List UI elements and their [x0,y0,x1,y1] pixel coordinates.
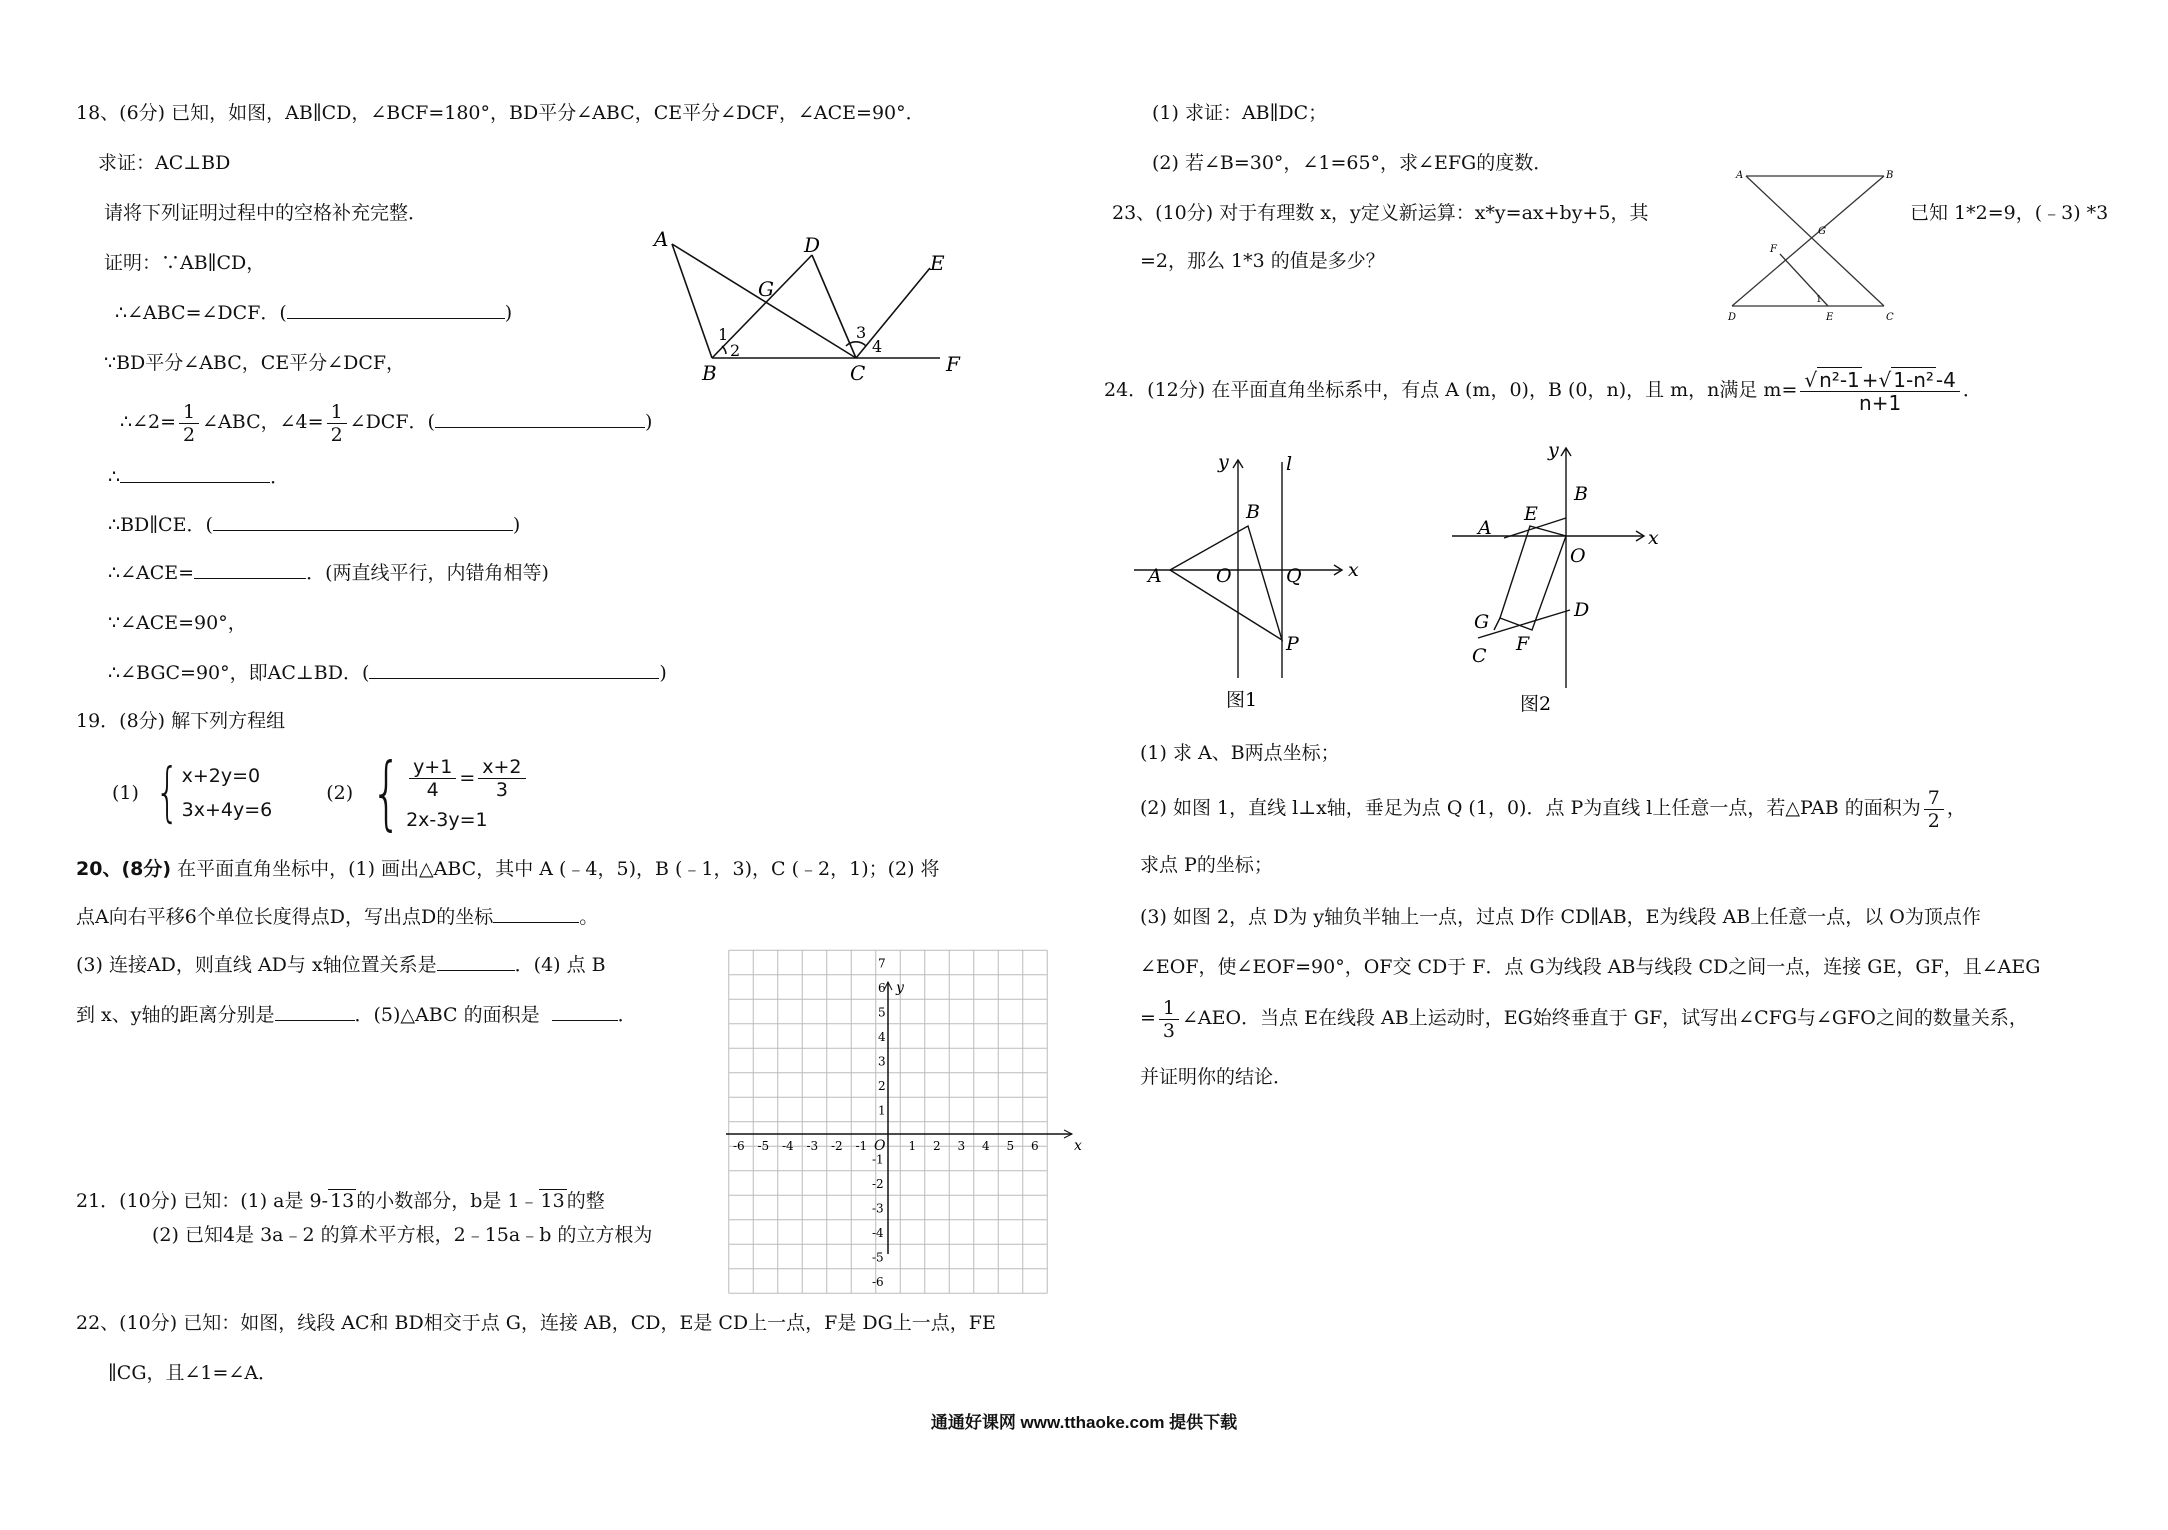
equals: = [1140,1007,1156,1029]
angle-label-1: 1 [718,325,729,344]
q20-line2-text: 点A向右平移6个单位长度得点D，写出点D的坐标 [76,906,494,928]
q18-step8: ∵∠ACE=90°， [108,612,247,634]
q24-p2 [1140,780,1966,836]
q18-title: 18、(6分) 已知，如图，AB∥CD，∠BCF=180°，BD平分∠ABC，CE平分∠DCF，∠ACE=90°． [76,102,925,124]
x-tick-label: -2 [831,1139,843,1153]
label-a: A [1148,565,1162,587]
label-d: D [1728,312,1737,323]
x-tick-label: 2 [933,1139,941,1153]
fraction-half [327,401,347,446]
label-g: G [758,277,774,301]
angle-label-4: 4 [872,337,883,356]
eq2b: 2x-3y=1 [406,808,488,831]
x-tick-label: -5 [757,1139,770,1153]
minus-four: -4 [1935,367,1956,392]
answer-blank[interactable] [213,512,513,531]
x-tick-label: 4 [982,1139,990,1153]
q24-p2c: 求点 P的坐标； [1140,854,1273,876]
q18-step2 [115,300,512,326]
q21-line1 [76,1188,605,1214]
q20-coordinate-grid [716,956,1086,1289]
fraction-half [179,401,199,446]
answer-blank[interactable] [275,1002,355,1021]
label-b: B [702,361,717,385]
line-ac [672,244,856,358]
q21-line1c: 的小数部分，b是 1﹣ [356,1190,539,1212]
q20-title: 20、(8分) [76,858,172,880]
q18-step5 [108,464,289,490]
line-ac [1746,176,1884,306]
frac-num: y+1 [409,756,456,779]
q18-figure [640,228,970,388]
y-tick-label: 3 [878,1054,886,1069]
q18-step4b: ∠ABC，∠4= [202,411,324,433]
q18-step7b: ．(两直线平行，内错角相等) [306,562,549,584]
label-f: F [1770,244,1777,255]
q20-line4b: ．(5)△ABC 的面积是 [354,1004,540,1026]
l-label: l [1286,453,1293,475]
q20-line2 [76,904,598,930]
q23-line2: =2，那么 1*3 的值是多少？ [1140,250,1385,272]
x-label: x [1648,527,1659,549]
origin-label: O [874,1138,886,1154]
q21-line2: (2) 已知4是 3a﹣2 的算术平方根，2﹣15a﹣b 的立方根为 [152,1224,653,1246]
q22-line2: ∥CG，且∠1=∠A． [108,1362,278,1384]
q18-instruction: 请将下列证明过程中的空格补充完整． [104,202,428,224]
y-tick-label: 7 [878,956,886,971]
q23-line1b: 已知 1*2=9，(﹣3) *3 [1910,202,2109,224]
q18-step4a: ∴∠2= [120,411,177,433]
q18-step6 [108,512,520,538]
figure-1-caption: 图1 [1226,689,1258,711]
label-a: A [654,227,669,251]
y-tick-label: 5 [878,1005,886,1020]
q24-p1: (1) 求 A、B两点坐标； [1140,742,1340,764]
q21-line1a: 21．(10分) 已知：(1) a是 9- [76,1190,329,1212]
x-tick-label: 1 [908,1139,917,1153]
answer-blank[interactable] [435,409,645,428]
q21-line1e: 的整 [566,1190,605,1212]
x-tick-label: -6 [733,1139,745,1153]
frac-num: 1 [179,401,199,424]
eq2a [406,756,528,801]
label-f: F [1516,633,1530,655]
sqrt-13: 13 [330,1190,355,1212]
line-ce [856,268,930,358]
frac-num: x+2 [478,756,525,779]
q20-line3 [76,952,606,978]
label-o: O [1570,545,1586,567]
q20-line3b: ．(4) 点 B [514,954,606,976]
q18-step1: 证明：∵AB∥CD， [104,252,266,274]
m-numerator: √ n²-1 +√ 1-n² -4 [1800,369,1960,392]
frac-den: 2 [183,423,196,446]
answer-blank[interactable] [369,660,659,679]
q20-line4 [76,1002,637,1028]
q19-title: 19．(8分) 解下列方程组 [76,710,286,732]
y-tick-label: -4 [872,1226,884,1240]
y-tick-label: -6 [872,1275,884,1289]
period: ． [1962,379,1982,401]
answer-blank[interactable] [552,1002,618,1021]
frac-num: 1 [1159,997,1179,1020]
q24-p3c [1140,990,2028,1046]
q24-line1 [1104,360,1982,420]
x-tick-label: 6 [1031,1139,1039,1153]
label-e: E [1826,312,1834,323]
frac-den: 3 [495,778,508,801]
figure-2-caption: 图2 [1520,693,1552,715]
brace: { [371,746,402,839]
q20-line3a: (3) 连接AD，则直线 AD与 x轴位置关系是 [76,954,437,976]
y-tick-label: 1 [878,1103,886,1118]
q20-line4a: 到 x、y轴的距离分别是 [76,1004,275,1026]
x-tick-label: 3 [957,1139,966,1153]
q24-figure-2 [1448,440,1688,722]
fraction-one-third [1159,997,1179,1042]
q22-part2: (2) 若∠B=30°，∠1=65°，求∠EFG的度数． [1152,152,1553,174]
label-a: A [1736,170,1744,181]
angle-arc [722,346,726,354]
q22-line1: 22、(10分) 已知：如图，线段 AC和 BD相交于点 G，连接 AB，CD，E是 CD上一点，F是 DG上一点，FE [76,1312,996,1334]
paren-close: ) [644,411,653,433]
q24-figure-1 [1130,452,1370,722]
frac-den: 4 [426,778,439,801]
frac-num: 1 [327,401,347,424]
q19-systems [112,748,529,838]
eq1a: x+2y=0 [181,765,261,787]
answer-blank[interactable] [437,952,515,971]
line-bd [1732,176,1884,306]
y-label: y [1218,451,1229,473]
period: 。 [579,906,599,928]
q24-p3d: 并证明你的结论． [1140,1066,1293,1088]
q18-step5-text: ∴ [108,466,121,488]
equation-system-2 [361,746,528,839]
answer-blank[interactable] [493,904,579,923]
period: ． [270,466,290,488]
q18-step7 [108,560,549,586]
label-e: E [930,251,945,275]
q20-line1-text: 在平面直角坐标中，(1) 画出△ABC，其中 A (﹣4，5)，B (﹣1，3)，C (﹣2，1)；(2) 将 [177,858,940,880]
label-a: A [1478,517,1492,539]
x-tick-label: -4 [782,1139,794,1153]
label-g: G [1474,611,1490,633]
angle-label-1: 1 [1816,295,1822,305]
y-tick-label: -2 [872,1177,884,1191]
label-p: P [1286,633,1299,655]
paren-close: ) [659,662,667,684]
q18-step9-text: ∴∠BGC=90°，即AC⊥BD．( [108,662,370,684]
q22-figure [1724,164,1904,324]
label-d: D [804,233,821,257]
label-e: E [1524,503,1538,525]
frac-den: 2 [1927,809,1940,832]
q24-line1a: 24．(12分) 在平面直角坐标系中，有点 A (m，0)，B (0，n)，且 m，n满足 m= [1104,379,1798,401]
q19-part1-label: (1) [112,782,139,804]
fraction-seven-halves [1924,787,1944,832]
label-o: O [1216,565,1232,587]
sqrt-13: 13 [540,1190,565,1212]
label-g: G [1818,226,1826,237]
q24-p2a: (2) 如图 1，直线 l⊥x轴，垂足为点 Q (1，0)．点 P为直线 l上任意一点，若△PAB 的面积为 [1140,797,1921,819]
label-c: C [1886,312,1894,323]
line-ab [672,244,712,358]
eq1b: 3x+4y=6 [181,799,273,821]
label-c: C [1472,645,1487,667]
frac-den: 3 [1162,1019,1176,1042]
q18-step6-text: ∴BD∥CE．( [108,514,213,536]
y-label: y [1548,439,1559,461]
segment [1494,618,1500,630]
label-b: B [1886,170,1894,181]
answer-blank[interactable] [120,464,270,483]
q19-part2-label: (2) [326,782,354,804]
q24-p3b: ∠EOF，使∠EOF=90°，OF交 CD于 F．点 G为线段 AB与线段 CD之间一点，连接 GE，GF，且∠AEG [1140,956,2041,978]
q22-part1: (1) 求证：AB∥DC； [1152,102,1328,124]
y-tick-label: -1 [872,1152,884,1167]
q18-step9 [108,660,667,686]
answer-blank[interactable] [287,300,505,319]
answer-blank[interactable] [194,560,306,579]
x-tick-label: 5 [1006,1139,1015,1153]
label-b: B [1246,501,1260,523]
y-axis-label: y [896,980,904,996]
sqrt-term-a: n²-1 [1819,367,1860,392]
label-b: B [1574,483,1588,505]
q18-prove: 求证：AC⊥BD [98,152,231,174]
q18-step4c: ∠DCF．( [349,411,435,433]
label-f: F [946,352,960,376]
brace: { [155,756,180,830]
equation-system-1 [147,756,273,830]
paren-close: ) [504,302,513,324]
x-tick-label: -3 [806,1139,819,1153]
comma: ， [1946,797,1966,819]
q18-step2-text: ∴∠ABC=∠DCF．( [115,302,287,324]
q24-p3a: (3) 如图 2，点 D为 y轴负半轴上一点，过点 D作 CD∥AB，E为线段 AB上任意一点，以 O为顶点作 [1140,906,1981,928]
sqrt-term-b: 1-n² [1893,367,1934,392]
y-tick-label: 4 [878,1030,886,1044]
frac-den: 2 [330,423,343,446]
paren-close: ) [512,514,521,536]
q18-step4 [120,396,652,448]
m-denominator: n+1 [1859,390,1902,415]
x-label: x [1348,559,1359,581]
q18-step7a: ∴∠ACE= [108,562,195,584]
y-tick-label: -3 [872,1201,884,1216]
q18-step3: ∵BD平分∠ABC，CE平分∠DCF， [104,352,406,374]
x-axis-label: x [1074,1138,1082,1154]
angle-label-2: 2 [730,341,741,360]
y-tick-label: 6 [878,981,886,995]
m-fraction [1800,369,1960,414]
equals: = [459,767,476,789]
q20-line1 [76,856,940,882]
label-d: D [1574,599,1590,621]
label-q: Q [1286,565,1302,587]
x-tick-label: -1 [855,1139,868,1153]
period: ． [617,1004,637,1026]
q23-line1a: 23、(10分) 对于有理数 x，y定义新运算：x*y=ax+by+5，其 [1112,202,1649,224]
footer-credit: 通通好课网 www.tthaoke.com 提供下载 [930,1413,1238,1432]
q24-p3c-text: ∠AEO．当点 E在线段 AB上运动时，EG始终垂直于 GF，试写出∠CFG与∠GFO之间的数量关系， [1182,1007,2028,1029]
frac-num: 7 [1924,787,1944,810]
y-tick-label: 2 [878,1079,886,1093]
label-c: C [850,361,866,385]
angle-label-3: 3 [856,323,867,342]
y-tick-label: -5 [872,1250,884,1265]
